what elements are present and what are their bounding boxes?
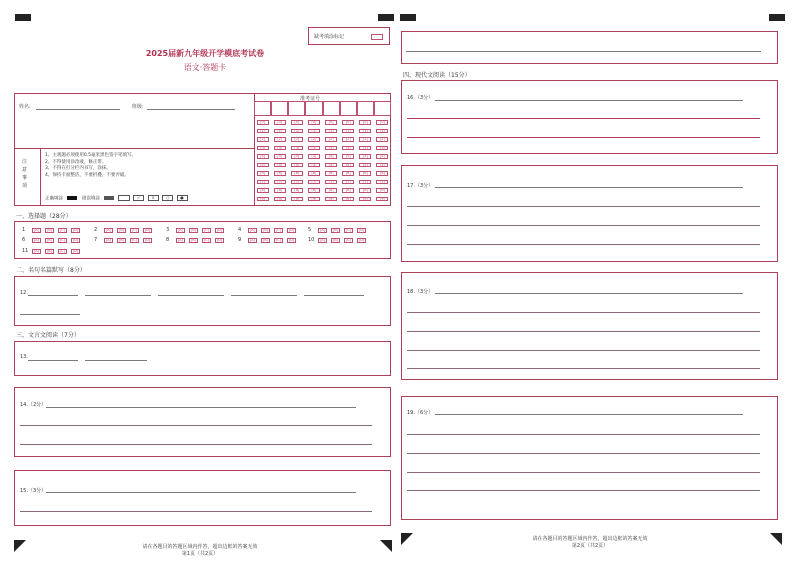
q19-answer-line[interactable] — [407, 453, 760, 454]
continued-answer-line[interactable] — [406, 51, 761, 52]
choice-number: 8 — [166, 237, 170, 243]
choice-option-bubble[interactable]: [D] — [144, 238, 151, 242]
exam-no-digit-bubble[interactable]: [7] — [274, 180, 286, 185]
q15-answer-line[interactable] — [46, 492, 356, 493]
exam-no-digit-bubble[interactable]: [7] — [291, 180, 303, 185]
exam-no-digit-bubble[interactable]: [5] — [308, 163, 320, 168]
choice-option-bubble[interactable]: [C] — [59, 228, 66, 232]
exam-no-digit-bubble[interactable]: [9] — [291, 197, 303, 202]
choice-option-bubble[interactable]: [B] — [262, 238, 269, 242]
exam-no-digit-bubble[interactable]: [3] — [325, 146, 337, 151]
choice-option-bubble[interactable]: [A] — [249, 238, 256, 242]
choice-option-bubble[interactable]: [B] — [118, 238, 125, 242]
class-field[interactable] — [147, 109, 235, 110]
q14-answer-line[interactable] — [46, 407, 356, 408]
note-item: 1、主观题必须使用0.5毫米黑色签字笔填写。 — [45, 153, 137, 158]
choice-option-bubble[interactable]: [B] — [46, 228, 53, 232]
choice-option-bubble[interactable]: [A] — [105, 228, 112, 232]
exam-no-digit-bubble[interactable]: [7] — [325, 180, 337, 185]
fill-wrong-sample: ✓ — [133, 195, 144, 201]
exam-no-digit-bubble[interactable]: [9] — [274, 197, 286, 202]
exam-no-digit-bubble[interactable]: [3] — [342, 146, 354, 151]
exam-no-digit-bubble[interactable]: [5] — [342, 163, 354, 168]
choice-option-bubble[interactable]: [D] — [288, 238, 295, 242]
choice-option-bubble[interactable]: [A] — [105, 238, 112, 242]
exam-no-digit-bubble[interactable]: [6] — [291, 171, 303, 176]
exam-no-digit-bubble[interactable]: [3] — [376, 146, 388, 151]
exam-no-write-cell[interactable] — [288, 101, 305, 116]
q13-label: 13. — [20, 354, 28, 360]
exam-no-digit-bubble[interactable]: [2] — [325, 137, 337, 142]
q17-box — [401, 165, 778, 262]
choice-option-bubble[interactable]: [A] — [33, 228, 40, 232]
choice-option-bubble[interactable]: [D] — [72, 228, 79, 232]
fill-wrong-sample — [118, 195, 130, 201]
exam-no-digit-bubble[interactable]: [6] — [325, 171, 337, 176]
corner-triangle — [380, 540, 392, 552]
fill-wrong-sample: ○ — [162, 195, 173, 201]
choice-option-bubble[interactable]: [A] — [33, 238, 40, 242]
q16-answer-line[interactable] — [435, 100, 743, 101]
q14-label: 14.（2分） — [20, 402, 47, 408]
q14-box — [14, 387, 391, 457]
q14-answer-line[interactable] — [20, 425, 372, 426]
exam-no-digit-bubble[interactable]: [6] — [359, 171, 371, 176]
exam-no-write-cell[interactable] — [374, 101, 391, 116]
choice-number: 2 — [94, 227, 98, 233]
exam-no-digit-bubble[interactable]: [8] — [325, 188, 337, 193]
choice-number: 3 — [166, 227, 170, 233]
section-dictation-title: 二、名句名篇默写（8分） — [16, 267, 86, 274]
choice-option-bubble[interactable]: [C] — [203, 238, 210, 242]
exam-no-digit-bubble[interactable]: [2] — [291, 137, 303, 142]
choice-option-bubble[interactable]: [D] — [216, 238, 223, 242]
notes-heading: 注 意 事 项 — [22, 159, 28, 189]
exam-no-digit-bubble[interactable]: [3] — [308, 146, 320, 151]
exam-no-digit-bubble[interactable]: [3] — [257, 146, 269, 151]
exam-no-digit-bubble[interactable]: [1] — [325, 129, 337, 134]
divider — [14, 148, 254, 149]
choice-option-bubble[interactable]: [C] — [131, 238, 138, 242]
q12-answer-line[interactable] — [304, 295, 364, 296]
choice-option-bubble[interactable]: [A] — [319, 238, 326, 242]
exam-no-digit-bubble[interactable]: [0] — [257, 120, 269, 125]
exam-no-digit-bubble[interactable]: [6] — [342, 171, 354, 176]
q16-box — [401, 80, 778, 154]
exam-no-digit-bubble[interactable]: [6] — [376, 171, 388, 176]
footer-note: 请在各题目的答题区域内作答，超出边框的答案无效 — [142, 544, 258, 550]
q18-label: 18.（3分） — [407, 289, 434, 295]
exam-title: 2025届新九年级开学模底考试卷 — [145, 49, 265, 58]
exam-no-digit-bubble[interactable]: [1] — [308, 129, 320, 134]
exam-no-digit-bubble[interactable]: [5] — [325, 163, 337, 168]
registration-mark — [378, 14, 394, 21]
q19-answer-line[interactable] — [435, 414, 743, 415]
exam-no-write-cell[interactable] — [254, 101, 271, 116]
q19-answer-line[interactable] — [407, 434, 760, 435]
exam-no-digit-bubble[interactable]: [5] — [274, 163, 286, 168]
exam-no-digit-bubble[interactable]: [4] — [291, 154, 303, 159]
choice-option-bubble[interactable]: [D] — [144, 228, 151, 232]
choice-option-bubble[interactable]: [B] — [332, 238, 339, 242]
exam-no-digit-bubble[interactable]: [5] — [359, 163, 371, 168]
q17-answer-line[interactable] — [407, 244, 760, 245]
choice-option-bubble[interactable]: [D] — [358, 238, 365, 242]
q13-answer-line[interactable] — [28, 360, 78, 361]
q19-answer-line[interactable] — [407, 472, 760, 473]
exam-no-digit-bubble[interactable]: [7] — [257, 180, 269, 185]
choice-number: 9 — [238, 237, 242, 243]
exam-no-digit-bubble[interactable]: [4] — [342, 154, 354, 159]
exam-no-digit-bubble[interactable]: [4] — [359, 154, 371, 159]
q18-box — [401, 272, 778, 380]
q16-answer-line[interactable] — [407, 118, 760, 119]
exam-no-digit-bubble[interactable]: [1] — [274, 129, 286, 134]
choice-option-bubble[interactable]: [B] — [46, 249, 53, 253]
choice-option-bubble[interactable]: [B] — [262, 228, 269, 232]
choice-number: 4 — [238, 227, 242, 233]
exam-no-digit-bubble[interactable]: [0] — [376, 120, 388, 125]
exam-no-digit-bubble[interactable]: [9] — [308, 197, 320, 202]
choice-option-bubble[interactable]: [B] — [118, 228, 125, 232]
choice-option-bubble[interactable]: [A] — [249, 228, 256, 232]
choice-grid — [14, 221, 391, 259]
choice-number: 7 — [94, 237, 98, 243]
q15-answer-line[interactable] — [20, 511, 372, 512]
exam-no-digit-bubble[interactable]: [9] — [257, 197, 269, 202]
exam-no-digit-bubble[interactable]: [4] — [257, 154, 269, 159]
q12-answer-line[interactable] — [158, 295, 224, 296]
choice-option-bubble[interactable]: [C] — [131, 228, 138, 232]
continued-answer-box — [401, 31, 778, 64]
q12-answer-line[interactable] — [85, 295, 151, 296]
exam-no-digit-bubble[interactable]: [4] — [376, 154, 388, 159]
exam-no-digit-bubble[interactable]: [8] — [376, 188, 388, 193]
exam-no-digit-bubble[interactable]: [7] — [359, 180, 371, 185]
q14-answer-line[interactable] — [20, 444, 372, 445]
q17-answer-line[interactable] — [407, 206, 760, 207]
page2-footer — [490, 535, 690, 549]
choice-option-bubble[interactable]: [C] — [345, 228, 352, 232]
exam-no-digit-bubble[interactable]: [5] — [257, 163, 269, 168]
fill-correct-label: 正确填涂 — [45, 196, 63, 202]
choice-option-bubble[interactable]: [C] — [275, 238, 282, 242]
choice-option-bubble[interactable]: [A] — [33, 249, 40, 253]
exam-no-digit-bubble[interactable]: [4] — [325, 154, 337, 159]
q12-answer-line[interactable] — [231, 295, 297, 296]
q18-answer-line[interactable] — [407, 312, 760, 313]
choice-option-bubble[interactable]: [D] — [216, 228, 223, 232]
exam-no-digit-bubble[interactable]: [3] — [274, 146, 286, 151]
q13-answer-line[interactable] — [85, 360, 147, 361]
exam-no-digit-bubble[interactable]: [0] — [291, 120, 303, 125]
exam-no-digit-bubble[interactable]: [6] — [308, 171, 320, 176]
choice-option-bubble[interactable]: [B] — [46, 238, 53, 242]
choice-option-bubble[interactable]: [A] — [319, 228, 326, 232]
exam-no-label: 准考证号 — [300, 96, 321, 102]
exam-no-digit-bubble[interactable]: [0] — [325, 120, 337, 125]
exam-no-digit-bubble[interactable]: [8] — [291, 188, 303, 193]
choice-option-bubble[interactable]: [C] — [59, 249, 66, 253]
choice-option-bubble[interactable]: [B] — [190, 228, 197, 232]
exam-no-digit-bubble[interactable]: [7] — [376, 180, 388, 185]
q16-label: 16.（3分） — [407, 95, 434, 101]
registration-mark — [400, 14, 416, 21]
exam-no-write-cell[interactable] — [357, 101, 374, 116]
fill-wrong-sample: × — [148, 195, 159, 201]
choice-option-bubble[interactable]: [D] — [358, 228, 365, 232]
choice-option-bubble[interactable]: [D] — [288, 228, 295, 232]
q16-answer-line[interactable] — [407, 137, 760, 138]
exam-no-digit-bubble[interactable]: [0] — [342, 120, 354, 125]
exam-no-digit-bubble[interactable]: [2] — [274, 137, 286, 142]
q12-label: 12. — [20, 290, 28, 296]
choice-option-bubble[interactable]: [C] — [345, 238, 352, 242]
absent-mark-box[interactable] — [308, 27, 390, 45]
q18-answer-line[interactable] — [407, 331, 760, 332]
absent-label: 缺考填涂标记 — [314, 34, 345, 40]
choice-option-bubble[interactable]: [B] — [332, 228, 339, 232]
q18-answer-line[interactable] — [435, 293, 743, 294]
q17-label: 17.（3分） — [407, 183, 434, 189]
exam-no-grid[interactable] — [254, 101, 391, 206]
footer-note: 请在各题目的答题区域内作答，超出边框的答案无效 — [532, 536, 648, 542]
exam-no-digit-bubble[interactable]: [8] — [342, 188, 354, 193]
q18-answer-line[interactable] — [407, 368, 760, 369]
q17-answer-line[interactable] — [407, 225, 760, 226]
choice-option-bubble[interactable]: [D] — [72, 238, 79, 242]
class-label: 班级: — [132, 104, 144, 110]
fill-wrong-sample: ● — [177, 195, 188, 201]
q19-answer-line[interactable] — [407, 490, 760, 491]
choice-option-bubble[interactable]: [C] — [203, 228, 210, 232]
exam-no-digit-bubble[interactable]: [3] — [291, 146, 303, 151]
choice-option-bubble[interactable]: [B] — [190, 238, 197, 242]
exam-no-digit-bubble[interactable]: [4] — [274, 154, 286, 159]
exam-no-digit-bubble[interactable]: [8] — [359, 188, 371, 193]
fill-wrong-sample — [104, 196, 114, 200]
exam-no-digit-bubble[interactable]: [0] — [274, 120, 286, 125]
choice-option-bubble[interactable]: [C] — [59, 238, 66, 242]
page-number: 第2页（共2页） — [571, 543, 609, 549]
exam-no-digit-bubble[interactable]: [2] — [308, 137, 320, 142]
exam-no-digit-bubble[interactable]: [2] — [376, 137, 388, 142]
choice-number: 1 — [22, 227, 26, 233]
exam-no-digit-bubble[interactable]: [2] — [342, 137, 354, 142]
q15-box — [14, 470, 391, 526]
section-modern-title: 四、现代文阅读（15分） — [403, 72, 471, 79]
q15-label: 15.（3分） — [20, 488, 47, 494]
exam-no-digit-bubble[interactable]: [1] — [359, 129, 371, 134]
exam-no-digit-bubble[interactable]: [1] — [376, 129, 388, 134]
exam-no-write-cell[interactable] — [323, 101, 340, 116]
notes-list — [45, 153, 136, 179]
choice-number: 11 — [22, 248, 29, 254]
exam-no-digit-bubble[interactable]: [7] — [342, 180, 354, 185]
section-choice-title: 一、选择题（28分） — [16, 213, 72, 220]
choice-number: 5 — [308, 227, 312, 233]
exam-no-digit-bubble[interactable]: [0] — [308, 120, 320, 125]
note-item: 4、保持卡面整洁，不要折叠，不要弄破。 — [45, 172, 129, 178]
note-item: 3、不得在打分栏内书写，涂抹。 — [45, 166, 111, 171]
exam-no-digit-bubble[interactable]: [8] — [274, 188, 286, 193]
page-number: 第1页（共2页） — [181, 551, 219, 557]
registration-mark — [15, 14, 31, 21]
name-label: 姓名: — [19, 104, 31, 110]
name-field[interactable] — [36, 109, 120, 110]
q19-label: 19.（6分） — [407, 410, 434, 416]
corner-triangle — [770, 533, 782, 545]
section-classical-title: 三、文言文阅读（7分） — [16, 332, 80, 339]
corner-triangle — [401, 533, 413, 545]
fill-wrong-label: 错误填涂 — [81, 196, 100, 202]
exam-no-digit-bubble[interactable]: [6] — [257, 171, 269, 176]
exam-no-digit-bubble[interactable]: [7] — [308, 180, 320, 185]
divider — [40, 148, 41, 206]
exam-no-digit-bubble[interactable]: [2] — [359, 137, 371, 142]
choice-number: 10 — [308, 237, 315, 243]
q17-answer-line[interactable] — [435, 187, 743, 188]
q12-answer-line[interactable] — [28, 295, 78, 296]
fill-example — [45, 195, 188, 202]
page1-footer — [100, 543, 300, 557]
choice-option-bubble[interactable]: [A] — [177, 228, 184, 232]
choice-option-bubble[interactable]: [A] — [177, 238, 184, 242]
exam-no-digit-bubble[interactable]: [2] — [257, 137, 269, 142]
choice-option-bubble[interactable]: [D] — [72, 249, 79, 253]
exam-no-digit-bubble[interactable]: [1] — [342, 129, 354, 134]
exam-no-digit-bubble[interactable]: [4] — [308, 154, 320, 159]
exam-no-digit-bubble[interactable]: [1] — [291, 129, 303, 134]
exam-no-digit-bubble[interactable]: [8] — [257, 188, 269, 193]
choice-option-bubble[interactable]: [C] — [275, 228, 282, 232]
corner-triangle — [14, 540, 26, 552]
exam-no-digit-bubble[interactable]: [0] — [359, 120, 371, 125]
exam-no-digit-bubble[interactable]: [3] — [359, 146, 371, 151]
absent-fill-slot[interactable] — [371, 34, 383, 40]
q18-answer-line[interactable] — [407, 350, 760, 351]
exam-no-digit-bubble[interactable]: [9] — [325, 197, 337, 202]
exam-no-digit-bubble[interactable]: [9] — [342, 197, 354, 202]
exam-no-write-cell[interactable] — [340, 101, 357, 116]
exam-no-digit-bubble[interactable]: [6] — [274, 171, 286, 176]
note-item: 2、不得使用涂改液，修正带。 — [45, 159, 107, 165]
exam-no-digit-bubble[interactable]: [1] — [257, 129, 269, 134]
exam-no-write-cell[interactable] — [305, 101, 322, 116]
dictation-box — [14, 276, 391, 326]
q12-answer-line[interactable] — [20, 314, 80, 315]
exam-no-write-cell[interactable] — [271, 101, 288, 116]
exam-no-digit-bubble[interactable]: [9] — [359, 197, 371, 202]
fill-correct-sample — [67, 196, 77, 200]
exam-no-digit-bubble[interactable]: [5] — [376, 163, 388, 168]
registration-mark — [769, 14, 785, 21]
choice-number: 6 — [22, 237, 26, 243]
exam-no-digit-bubble[interactable]: [8] — [308, 188, 320, 193]
q13-box — [14, 341, 391, 376]
exam-no-digit-bubble[interactable]: [5] — [291, 163, 303, 168]
exam-no-digit-bubble[interactable]: [9] — [376, 197, 388, 202]
subject-title: 语文·答题卡 — [183, 63, 227, 72]
